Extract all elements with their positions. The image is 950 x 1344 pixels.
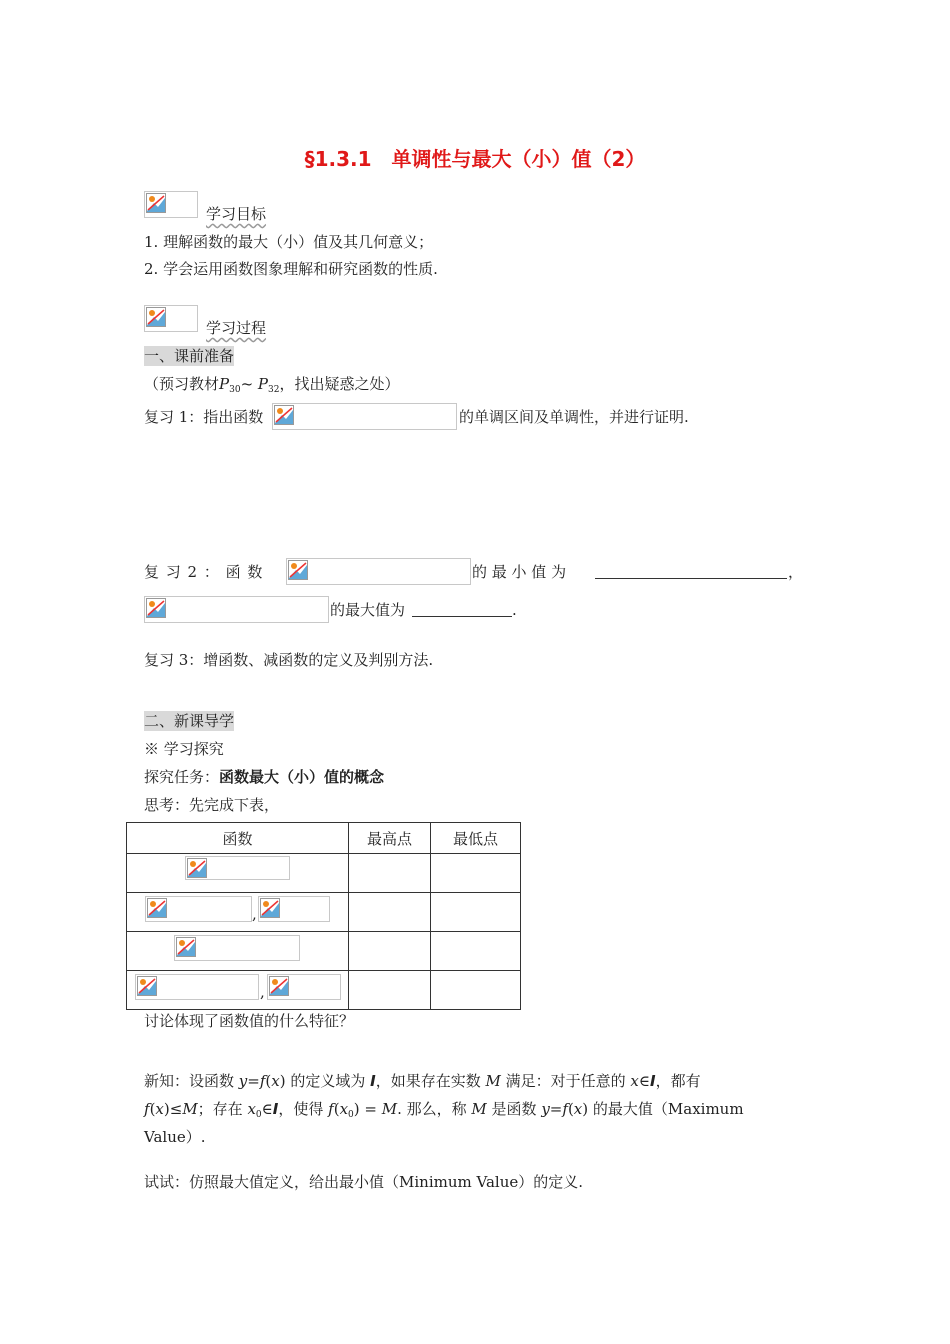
math-var: I [272, 1100, 279, 1118]
formula-image [258, 896, 330, 922]
try-line: 试试：仿照最大值定义，给出最小值（Minimum Value）的定义. [144, 1173, 583, 1191]
table-comma: , [252, 905, 257, 923]
text: ( [265, 1072, 272, 1090]
table-header: 最低点 [431, 823, 521, 854]
table-row [127, 893, 521, 932]
text: 满足：对于任意的 [500, 1072, 631, 1090]
math-sub: 0 [255, 1110, 262, 1120]
formula-image [272, 403, 457, 430]
task-prefix: 探究任务： [144, 768, 220, 786]
formula-image [174, 935, 300, 961]
review3: 复习 3：增函数、减函数的定义及判别方法. [144, 651, 434, 669]
broken-image-icon [146, 307, 166, 327]
newknow-line-1 [144, 1071, 701, 1091]
task-title: 函数最大（小）值的概念 [219, 768, 385, 786]
broken-image-icon [288, 560, 308, 580]
newknow-line-3: Value）. [144, 1128, 206, 1146]
goals-heading: 学习目标 [206, 205, 267, 223]
part1-heading: 一、课前准备 [144, 347, 235, 365]
table-comma: , [260, 983, 265, 1001]
math-var: x [573, 1100, 583, 1118]
goal-item: 1. 理解函数的最大（小）值及其几何意义； [144, 233, 434, 251]
text: ；存在 [197, 1100, 248, 1118]
text: ( [333, 1100, 340, 1118]
table-header: 最高点 [349, 823, 431, 854]
table-cell-lowest [431, 893, 521, 932]
preview-sub2: 32 [268, 385, 280, 395]
page-title: §1.3.1 单调性与最大（小）值（2） [304, 147, 646, 171]
math-var: I [649, 1072, 656, 1090]
think-line: 思考：先完成下表， [144, 796, 280, 814]
text: ∈ [261, 1100, 273, 1118]
table-cell-function [127, 971, 349, 1010]
table-cell-lowest [431, 971, 521, 1010]
table-header: 函数 [127, 823, 349, 854]
broken-image-icon [146, 598, 166, 618]
image-placeholder [144, 191, 198, 218]
table-cell-highest [349, 854, 431, 893]
table-cell-highest [349, 893, 431, 932]
process-heading: 学习过程 [206, 319, 267, 337]
part2-heading: 二、新课导学 [144, 712, 235, 730]
table-row [127, 854, 521, 893]
review2-comma: ， [788, 563, 804, 581]
goal-item: 2. 学会运用函数图象理解和研究函数的性质. [144, 260, 438, 278]
formula-image [144, 596, 329, 623]
preview-p: P [257, 375, 268, 393]
broken-image-icon [274, 405, 294, 425]
text: 新知：设函数 [144, 1072, 239, 1090]
math-var: I [370, 1072, 376, 1090]
text: ，都有 [655, 1072, 701, 1090]
review2-period: . [512, 601, 517, 619]
math-var: x [155, 1100, 164, 1118]
broken-image-icon [146, 193, 166, 213]
table-row [127, 971, 521, 1010]
table-cell-highest [349, 932, 431, 971]
broken-image-icon [176, 937, 196, 957]
broken-image-icon [187, 858, 207, 878]
task-line [144, 767, 384, 787]
review1-prefix: 复习 1：指出函数 [144, 408, 264, 426]
math-sub: 0 [348, 1110, 354, 1120]
table-cell-lowest [431, 854, 521, 893]
text: )≤ [163, 1100, 183, 1118]
text: ) 的最大值（Maximum [582, 1100, 744, 1118]
review2-blank-min [595, 562, 787, 584]
newknow-line-2 [144, 1099, 744, 1125]
preview-suffix: ，找出疑惑之处） [279, 375, 400, 393]
discuss-line: 讨论体现了函数值的什么特征？ [144, 1012, 355, 1030]
formula-image [185, 856, 290, 880]
math-var: x [630, 1072, 639, 1090]
text: ) = [353, 1100, 382, 1118]
math-var: M [381, 1100, 398, 1118]
preview-tilde: ~ [240, 375, 258, 393]
text: ，使得 [278, 1100, 329, 1118]
explore-mark: ※ 学习探究 [144, 740, 224, 758]
preview-sub1: 30 [229, 385, 241, 395]
text: ，如果存在实数 [375, 1072, 486, 1090]
math-var: M [485, 1072, 501, 1090]
preview-prefix: （预习教材 [144, 375, 220, 393]
math-var: x [339, 1100, 349, 1118]
text: ( [149, 1100, 156, 1118]
broken-image-icon [137, 976, 157, 996]
formula-image [145, 896, 252, 922]
function-table [126, 822, 521, 1010]
table-header-row [127, 823, 521, 854]
table-cell-function [127, 893, 349, 932]
text: ) 的定义域为 [279, 1072, 371, 1090]
table-cell-lowest [431, 932, 521, 971]
math-var: y [541, 1100, 550, 1118]
review2-blank-max [412, 600, 512, 622]
math-var: f [259, 1072, 266, 1090]
text: ∈ [638, 1072, 650, 1090]
formula-image [286, 558, 471, 585]
math-var: y [238, 1072, 248, 1090]
text: . 那么，称 [397, 1100, 472, 1118]
math-var: x [271, 1072, 280, 1090]
formula-image [135, 974, 259, 1000]
image-placeholder [144, 305, 198, 332]
table-row [127, 932, 521, 971]
formula-image [267, 974, 341, 1000]
math-var: f [328, 1100, 334, 1118]
preview-note [144, 374, 399, 400]
text: = [247, 1072, 260, 1090]
review2-mid: 的 最 小 值 为 [472, 563, 567, 581]
math-var: x [247, 1100, 256, 1118]
math-var: f [562, 1100, 568, 1118]
table-cell-function [127, 932, 349, 971]
preview-p: P [219, 375, 230, 393]
text: ( [567, 1100, 574, 1118]
math-var: f [144, 1100, 150, 1118]
broken-image-icon [269, 976, 289, 996]
review2-prefix: 复 习 2 ： 函 数 [144, 563, 263, 581]
review1-suffix: 的单调区间及单调性，并进行证明. [459, 408, 689, 426]
math-var: M [182, 1100, 198, 1118]
table-cell-highest [349, 971, 431, 1010]
text: 是函数 [486, 1100, 542, 1118]
review2-max: 的最大值为 [330, 601, 406, 619]
math-var: M [471, 1100, 487, 1118]
broken-image-icon [147, 898, 167, 918]
text: = [549, 1100, 563, 1118]
table-cell-function [127, 854, 349, 893]
broken-image-icon [260, 898, 280, 918]
